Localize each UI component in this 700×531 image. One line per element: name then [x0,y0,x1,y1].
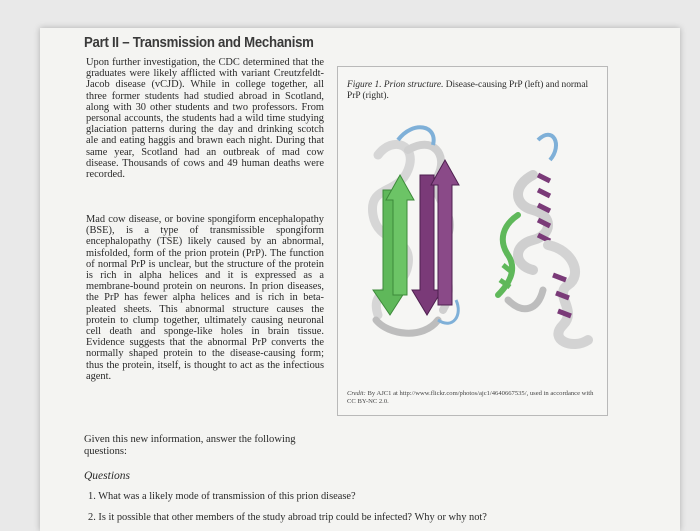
section-heading: Part II – Transmission and Mechanism [84,34,314,51]
disease-causing-prp-model [372,127,459,333]
question-item: 2. Is it possible that other members of the study abroad trip could be infected? Why or why not? [88,512,487,523]
questions-heading: Questions [84,470,130,482]
given-instructions: Given this new information, answer the following questions: [84,434,296,457]
paragraph-investigation: Upon further investigation, the CDC determined that the graduates were likely afflicted with variant Creutzfeldt-Jacob disease (vCJD). While in college together, all three former students had studied abroad in Scotland, along with 30 other students and two professors. From personal accounts, the students had a wild time studying glaciation patterns during the day and drinking scotch ale and eating haggis and brawn each night. During that same year, Scotland had an outbreak of mad cow disease. Thousands of cows and 49 human deaths were recorded. [86,57,324,181]
figure-label: Figure 1. Prion structure. [347,80,444,90]
figure-credit [347,390,602,406]
figure-prion-structure [337,66,608,416]
figure-caption-text: Disease-causing PrP (left) and normal PrP (right). [347,80,589,101]
figure-caption [347,80,597,102]
credit-label: Credit: [347,390,366,397]
question-item: 1. What was a likely mode of transmission of this prion disease? [88,491,356,502]
normal-prp-model [498,135,588,344]
prion-structure-illustration [338,115,607,375]
paragraph-mad-cow-disease: Mad cow disease, or bovine spongiform encephalopathy (BSE), is a type of transmissible spongiform encephalopathy (TSE) likely caused by an abnormal, misfolded, form of the prion protein (PrP). The function of normal PrP is unclear, but the structure of the protein is rich in alpha helices and it is expressed as a membrane-bound protein on neurons. In prion diseases, the PrP has fewer alpha helices and is rich in beta-pleated sheets. This abnormal structure causes the protein to clump together, ultimately causing neuronal cell death and sponge-like holes in brain tissue. Evidence suggests that the abnormal PrP converts the normally shaped protein to the disease-causing form; thus the protein, itself, is thought to act as the infectious agent. [86,214,324,382]
credit-text: By AJC1 at http://www.flickr.com/photos/ajc1/4640667535/, used in accordance with CC BY-NC 2.0. [347,390,594,405]
